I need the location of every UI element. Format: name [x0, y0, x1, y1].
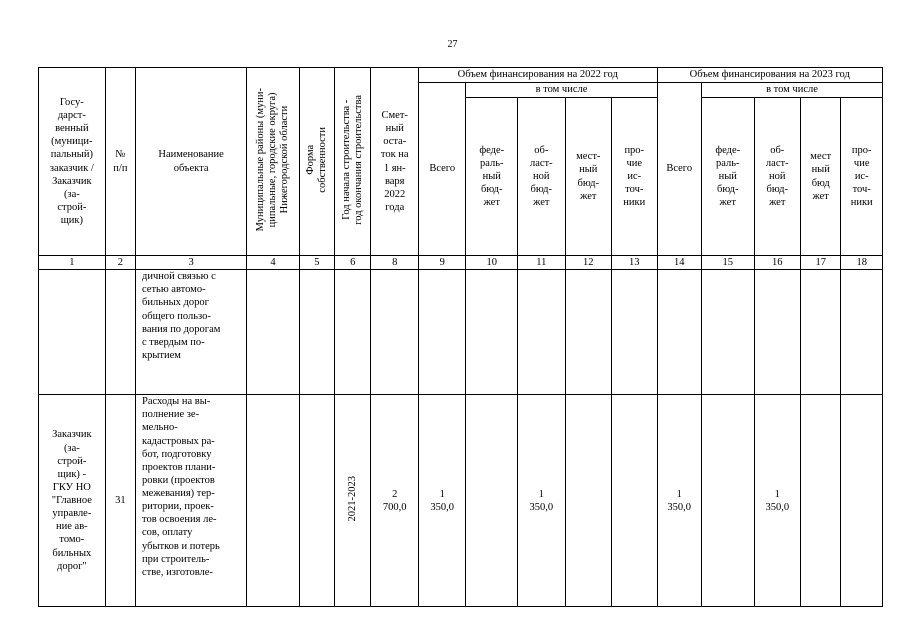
cell-federal-2023: [701, 395, 754, 607]
cell-ownership: [299, 395, 334, 607]
header-num: № п/п: [105, 68, 135, 256]
column-number: 9: [418, 256, 466, 270]
column-number: 6: [335, 256, 371, 270]
header-federal-2023: феде- раль- ный бюд- жет: [701, 98, 754, 256]
header-total-2023: Всего: [657, 83, 701, 256]
header-fin-2023: Объем финансирования на 2023 год: [657, 68, 883, 83]
column-number: 14: [657, 256, 701, 270]
table-row: [39, 270, 883, 395]
column-number: 1: [39, 256, 106, 270]
cell-name: Расходы на вы- полнение зе- мельно- кадастровых ра- бот, подготовку проектов плани- ровки (проектов межевания) тер- ритории, проек- тов освоения ле- сов, оплату убытков и потерь при строитель- стве, изготовле-: [136, 395, 247, 607]
cell-total-2022: [418, 270, 466, 395]
column-number: 11: [518, 256, 566, 270]
cell-federal-2022: [466, 395, 518, 607]
cell-federal-2022: [466, 270, 518, 395]
cell-total-2023: [657, 270, 701, 395]
column-number: 4: [247, 256, 300, 270]
header-customer: Госу- дарст- венный (муници- пальный) заказчик / Заказчик (за- строй- щик): [39, 68, 106, 256]
cell-other-2023: [841, 270, 883, 395]
cell-other-2022: [612, 270, 657, 395]
column-number-row: [39, 256, 883, 270]
cell-local-2023: [801, 395, 841, 607]
cell-regional-2023: 1 350,0: [754, 395, 800, 607]
header-districts: Муниципальные районы (муни- ципальные, городские округа) Нижегородской области: [247, 68, 300, 256]
header-total-2022: Всего: [418, 83, 466, 256]
page-number: 27: [447, 39, 458, 50]
cell-total-2023: 1 350,0: [657, 395, 701, 607]
column-number: 18: [841, 256, 883, 270]
column-number: 16: [754, 256, 800, 270]
cell-num: [105, 270, 135, 395]
column-number: 3: [136, 256, 247, 270]
header-estimate: Смет- ный оста- ток на 1 ян- варя 2022 года: [371, 68, 419, 256]
header-regional-2023: об- ласт- ной бюд- жет: [754, 98, 800, 256]
column-number: 2: [105, 256, 135, 270]
cell-regional-2022: 1 350,0: [518, 395, 566, 607]
column-number: 13: [612, 256, 657, 270]
cell-ownership: [299, 270, 334, 395]
column-number: 17: [801, 256, 841, 270]
header-years: Год начала строительства - год окончания строительства: [335, 68, 371, 256]
cell-name: дичной связью с сетью автомо- бильных дорог общего пользо- вания по дорогам с твердым по- крытием: [136, 270, 247, 395]
header-name: Наименование объекта: [136, 68, 247, 256]
financing-table: [38, 67, 883, 607]
header-regional-2022: об- ласт- ной бюд- жет: [518, 98, 566, 256]
header-other-2023: про- чие ис- точ- ники: [841, 98, 883, 256]
cell-federal-2023: [701, 270, 754, 395]
cell-districts: [247, 270, 300, 395]
cell-districts: [247, 395, 300, 607]
cell-years: [335, 270, 371, 395]
header-including-2023: в том числе: [701, 83, 882, 98]
header-federal-2022: феде- раль- ный бюд- жет: [466, 98, 518, 256]
header-including-2022: в том числе: [466, 83, 657, 98]
cell-customer: [39, 270, 106, 395]
header-local-2023: мест ный бюд жет: [801, 98, 841, 256]
header-other-2022: про- чие ис- точ- ники: [612, 98, 657, 256]
column-number: 5: [299, 256, 334, 270]
header-ownership: Форма собственности: [299, 68, 334, 256]
column-number: 10: [466, 256, 518, 270]
cell-customer: Заказчик (за- строй- щик) - ГКУ НО "Главное управле- ние ав- томо- бильных дорог": [39, 395, 106, 607]
cell-regional-2022: [518, 270, 566, 395]
cell-local-2022: [565, 395, 611, 607]
cell-estimate: [371, 270, 419, 395]
cell-total-2022: 1 350,0: [418, 395, 466, 607]
column-number: 12: [565, 256, 611, 270]
cell-other-2022: [612, 395, 657, 607]
cell-local-2023: [801, 270, 841, 395]
cell-local-2022: [565, 270, 611, 395]
header-local-2022: мест- ный бюд- жет: [565, 98, 611, 256]
cell-other-2023: [841, 395, 883, 607]
cell-estimate: 2 700,0: [371, 395, 419, 607]
cell-regional-2023: [754, 270, 800, 395]
column-number: 8: [371, 256, 419, 270]
cell-years: 2021-2023: [335, 395, 371, 607]
table-row: [39, 395, 883, 607]
column-number: 15: [701, 256, 754, 270]
cell-num: 31: [105, 395, 135, 607]
header-fin-2022: Объем финансирования на 2022 год: [418, 68, 657, 83]
